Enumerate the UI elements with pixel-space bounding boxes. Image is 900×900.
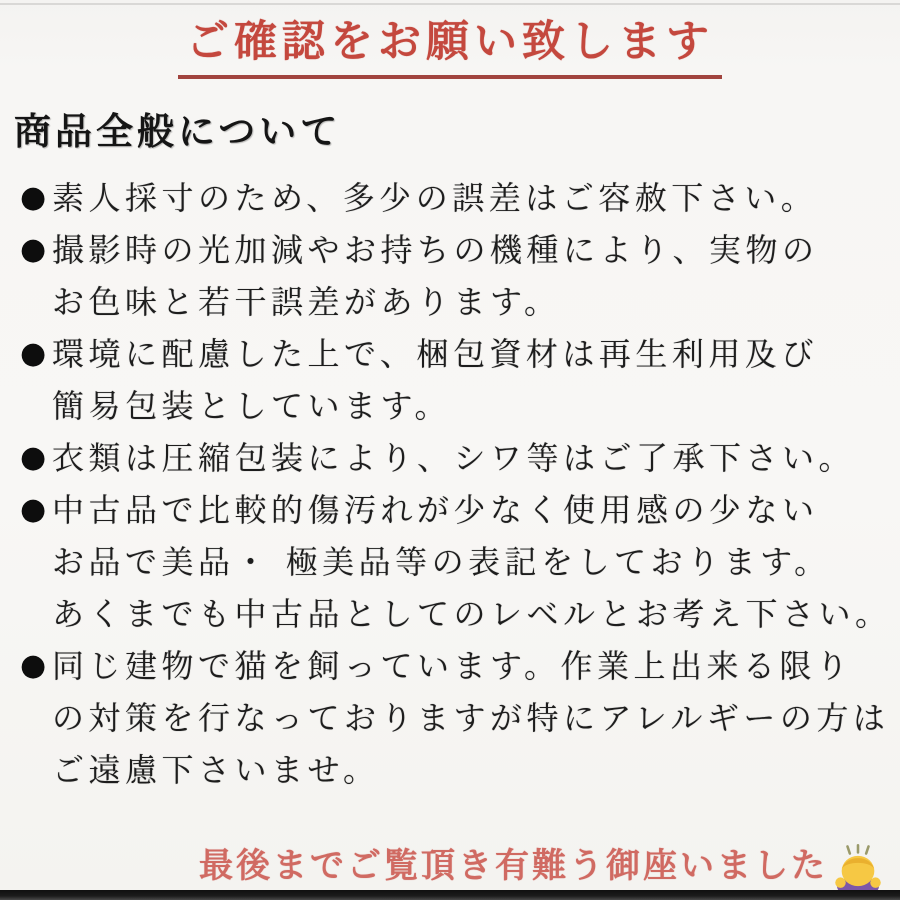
bullet-marker: ● bbox=[20, 180, 47, 215]
notice-list bbox=[0, 172, 894, 796]
footer-text: 最後までご覧頂き有難う御座いました bbox=[199, 846, 828, 886]
bullet-marker: ● bbox=[20, 440, 47, 475]
bullet-lines bbox=[52, 224, 894, 328]
bullet-line: の対策を行なっておりますが特にアレルギーの方は bbox=[52, 699, 890, 737]
bullet-line: ご遠慮下さいませ。 bbox=[52, 751, 380, 789]
list-item bbox=[0, 484, 894, 640]
footer-message bbox=[199, 838, 886, 894]
bullet-lines bbox=[52, 484, 894, 640]
top-hairline bbox=[0, 3, 900, 5]
bullet-marker: ● bbox=[20, 492, 47, 527]
bullet-lines bbox=[52, 328, 894, 432]
bullet-line: 同じ建物で猫を飼っています。作業上出来る限り bbox=[52, 647, 853, 685]
bullet-line: 簡易包装としています。 bbox=[52, 387, 451, 425]
list-item bbox=[0, 328, 894, 432]
bullet-line: お品で美品・ 極美品等の表記をしております。 bbox=[52, 543, 831, 581]
bullet-lines bbox=[52, 640, 894, 796]
list-item bbox=[0, 640, 894, 796]
bullet-marker: ● bbox=[20, 648, 47, 683]
list-item bbox=[0, 172, 894, 224]
bullet-line: 素人採寸のため、多少の誤差はご容赦下さい。 bbox=[52, 179, 818, 217]
bullet-lines bbox=[52, 172, 894, 224]
bullet-line: 撮影時の光加減やお持ちの機種により、実物の bbox=[52, 231, 819, 269]
bullet-line: 中古品で比較的傷汚れが少なく使用感の少ない bbox=[52, 491, 819, 529]
bullet-marker: ● bbox=[20, 336, 47, 371]
bottom-border-bar bbox=[0, 890, 900, 900]
bullet-line: 衣類は圧縮包装により、シワ等はご了承下さい。 bbox=[52, 439, 856, 477]
title-row bbox=[0, 6, 900, 79]
bullet-line: 環境に配慮した上で、梱包資材は再生利用及び bbox=[52, 335, 818, 373]
list-item bbox=[0, 432, 894, 484]
bullet-line: お色味と若干誤差があります。 bbox=[52, 283, 561, 321]
list-item bbox=[0, 224, 894, 328]
bullet-marker: ● bbox=[20, 232, 47, 267]
page-title: ご確認をお願い致します bbox=[178, 6, 722, 79]
bullet-lines bbox=[52, 432, 894, 484]
section-heading: 商品全般について bbox=[14, 110, 342, 153]
bullet-line: あくまでも中古品としてのレベルとお考え下さい。 bbox=[52, 595, 892, 633]
